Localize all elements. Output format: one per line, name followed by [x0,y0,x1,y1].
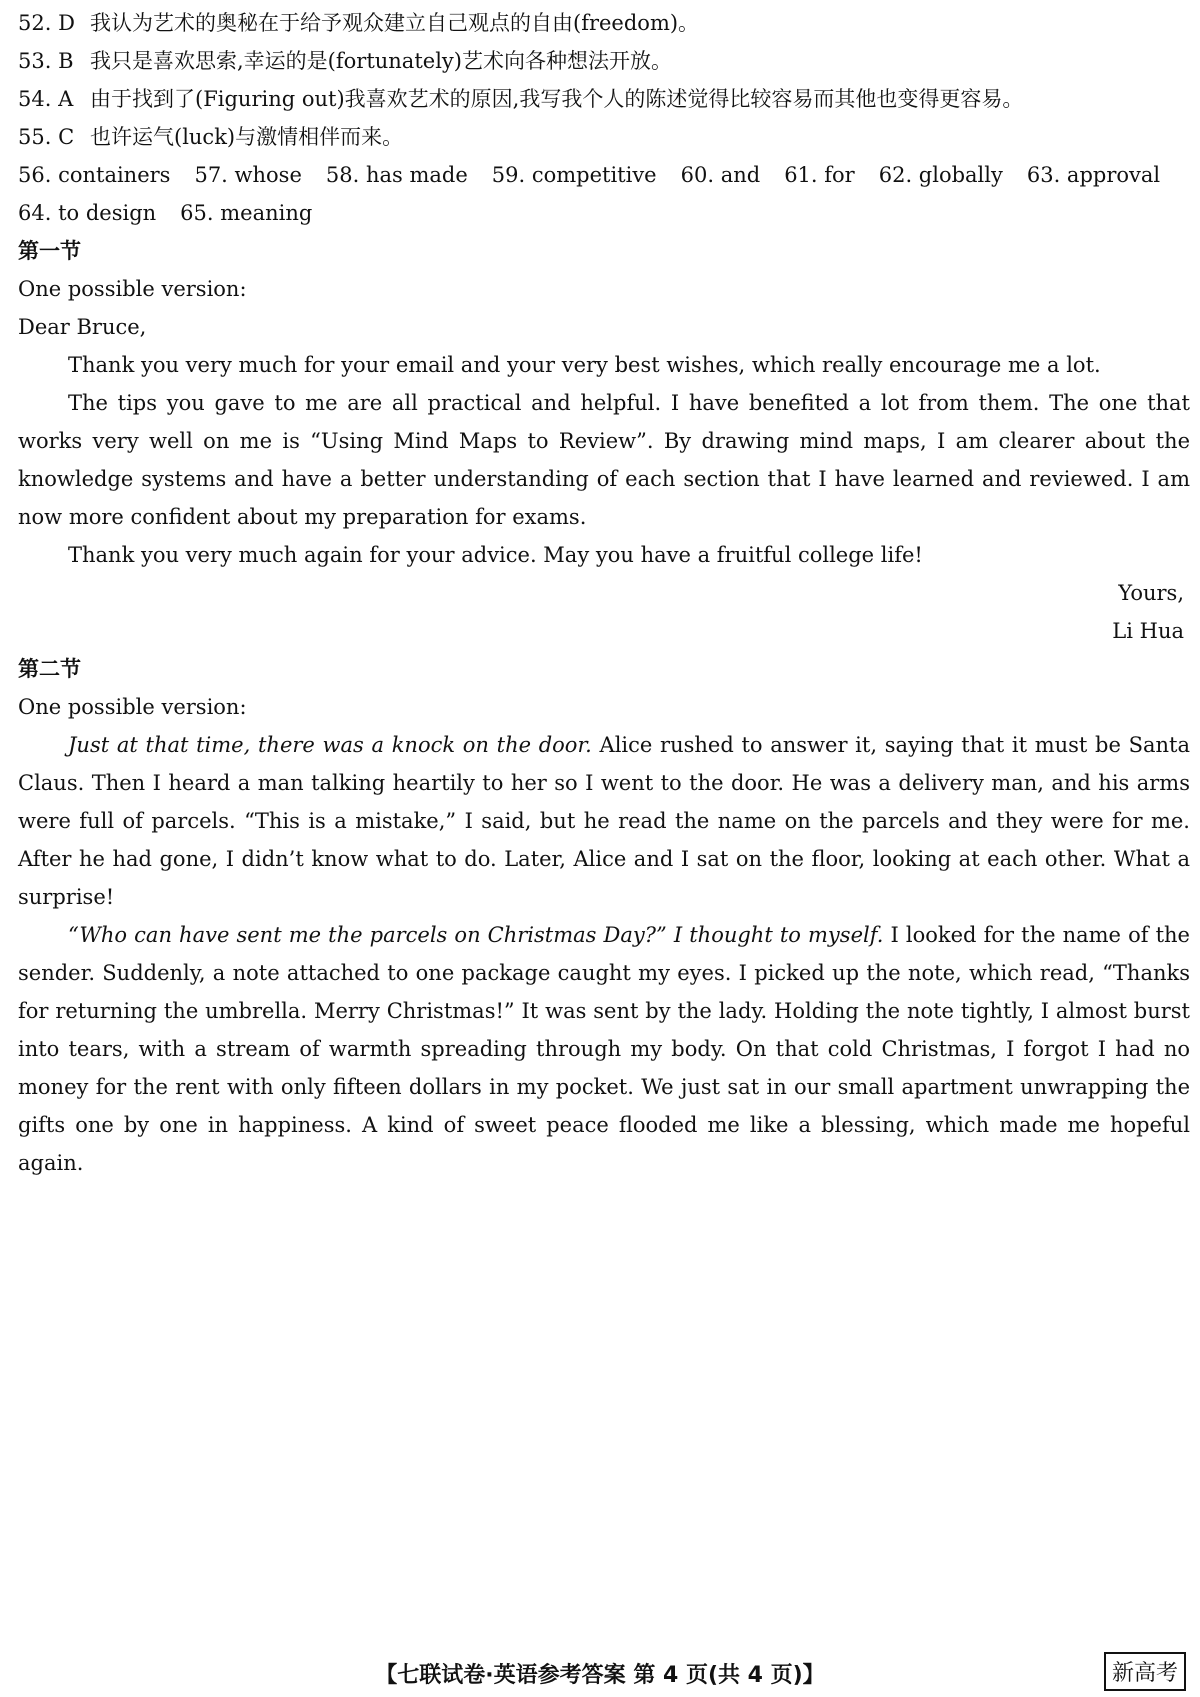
fill-answer: 63. approval [1026,163,1161,187]
answer-55: 55. C 也许运气(luck)与激情相伴而来。 [18,125,404,149]
letter-paragraph-3: Thank you very much again for your advice. May you have a fruitful college life! [68,543,923,567]
letter-paragraph-1: Thank you very much for your email and your very best wishes, which really encourage me a lot. [68,353,1101,377]
fill-answer: 59. competitive [491,163,657,187]
page-footer: 【七联试卷·英语参考答案 第 4 页(共 4 页)】 [375,1663,825,1688]
fill-answers-row-1 [18,156,1190,194]
fill-answer: 60. and [680,163,761,187]
section-2-intro: One possible version: [18,695,247,719]
story-paragraph-1-body: Alice rushed to answer it, saying that it must be Santa Claus. Then I heard a man talking heartily to her so I went to the door. He was a delivery man, and his arms were full of parcels. “This is a mistake,” I said, but he read the name on the parcels and they were for me. After he had gone, I didn’t know what to do. Later, Alice and I sat on the floor, looking at each other. What a surprise! [18,733,1190,909]
section-1-intro: One possible version: [18,277,247,301]
answer-54: 54. A 由于找到了(Figuring out)我喜欢艺术的原因,我写我个人的陈述觉得比较容易而其他也变得更容易。 [18,87,1024,111]
fill-answer: 58. has made [325,163,468,187]
fill-answer: 64. to design [18,201,157,225]
story-paragraph-2-opening: “Who can have sent me the parcels on Christmas Day?” I thought to myself. [68,923,884,947]
letter-greeting: Dear Bruce, [18,315,147,339]
fill-answer: 57. whose [194,163,302,187]
fill-answer: 65. meaning [180,201,313,225]
answers-cn-list [18,4,1190,156]
letter-signature: Li Hua [1112,619,1184,643]
story-paragraph-2-body: I looked for the name of the sender. Suddenly, a note attached to one package caught my eyes. I picked up the note, which read, “Thanks for returning the umbrella. Merry Christmas!” It was sent by the lady. Holding the note tightly, I almost burst into tears, with a stream of warmth spreading through my body. On that cold Christmas, I forgot I had no money for the rent with only fifteen dollars in my pocket. We just sat in our small apartment unwrapping the gifts one by one in happiness. A kind of sweet peace flooded me like a blessing, which made me hopeful again. [18,923,1190,1175]
story-paragraph-2 [18,916,1190,1182]
answer-53: 53. B 我只是喜欢思索,幸运的是(fortunately)艺术向各种想法开放。 [18,49,672,73]
fill-answers-row-2 [18,194,1190,232]
letter-closing: Yours, [1118,581,1184,605]
fill-answer: 56. containers [18,163,171,187]
story-paragraph-1 [18,726,1190,916]
story-paragraph-1-opening: Just at that time, there was a knock on the door. [68,733,592,757]
letter-paragraph-2: The tips you gave to me are all practical and helpful. I have benefited a lot from them. The one that works very well on me is “Using Mind Maps to Review”. By drawing mind maps, I am clearer about the knowledge systems and have a better understanding of each section that I have learned and reviewed. I am now more confident about my preparation for exams. [18,391,1190,529]
answer-page [18,4,1190,1182]
section-2-title: 第二节 [18,656,81,681]
section-1-title: 第一节 [18,238,81,263]
fill-answer: 61. for [784,163,855,187]
answer-52: 52. D 我认为艺术的奥秘在于给予观众建立自己观点的自由(freedom)。 [18,11,700,35]
fill-answer: 62. globally [878,163,1003,187]
exam-type-badge: 新高考 [1104,1652,1186,1691]
